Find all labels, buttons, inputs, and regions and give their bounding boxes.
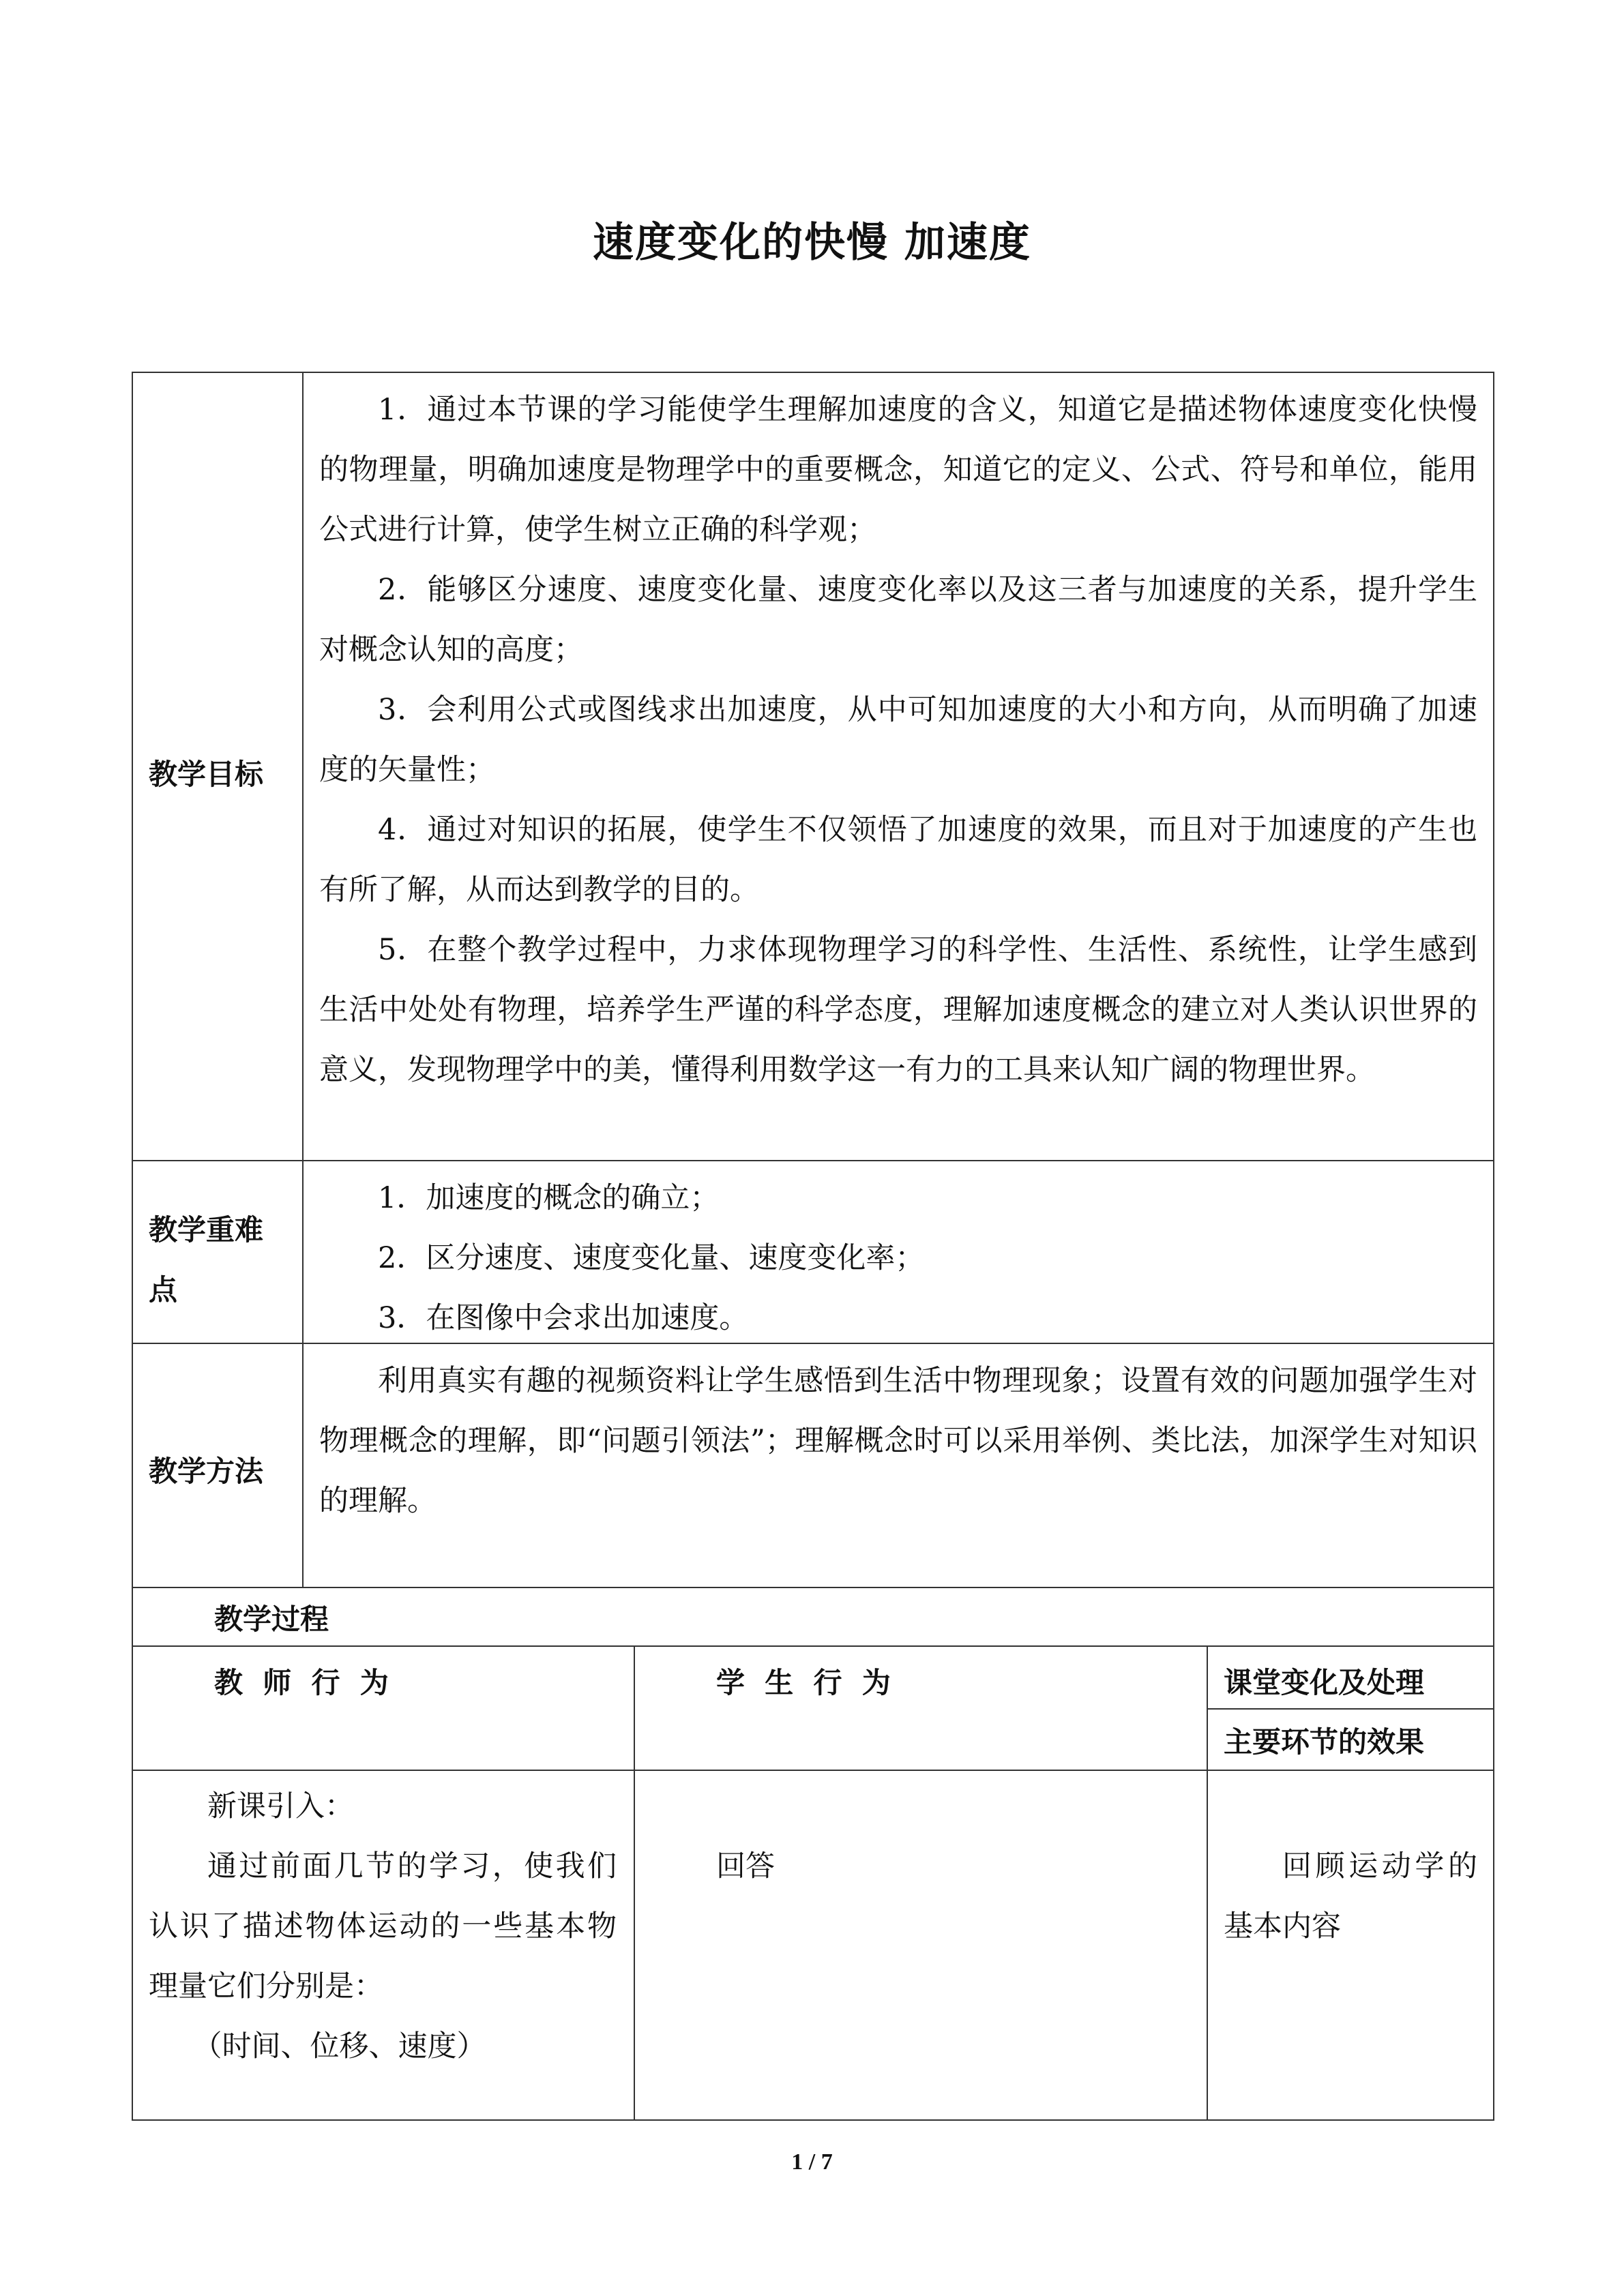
methods-content	[319, 1351, 1477, 1531]
objective-item: 5．在整个教学过程中，力求体现物理学习的科学性、生活性、系统性，让学生感到生活中处处有物理，培养学生严谨的科学态度，理解加速度概念的建立对人类认识世界的意义，发现物理学中的美，懂得利用数学这一有力的工具来认知广阔的物理世界。	[319, 933, 1477, 1087]
effect-cell	[1224, 1836, 1477, 1956]
key-points-content	[319, 1168, 1477, 1348]
effect-text: 回顾运动学的基本内容	[1224, 1849, 1477, 1943]
objectives-label: 教学目标	[149, 758, 264, 791]
key-point-item: 3．在图像中会求出加速度。	[378, 1301, 749, 1335]
objective-item: 2．能够区分速度、速度变化量、速度变化率以及这三者与加速度的关系，提升学生对概念认知的高度；	[319, 573, 1477, 667]
row-divider	[132, 1160, 1494, 1161]
column-divider	[1207, 1645, 1208, 2121]
page-title: 速度变化的快慢 加速度	[593, 219, 1031, 267]
effect-header-line1: 课堂变化及处理	[1224, 1666, 1425, 1699]
methods-text: 利用真实有趣的视频资料让学生感悟到生活中物理现象；设置有效的问题加强学生对物理概念的理解，即“问题引领法”；理解概念时可以采用举例、类比法，加深学生对知识的理解。	[319, 1364, 1477, 1518]
objective-item: 3．会利用公式或图线求出加速度，从中可知加速度的大小和方向，从而明确了加速度的矢量性；	[319, 693, 1477, 787]
effect-header-line2: 主要环节的效果	[1224, 1725, 1425, 1759]
student-header: 学 生 行 为	[716, 1666, 891, 1699]
process-label: 教学过程	[214, 1602, 329, 1636]
objective-item: 1．通过本节课的学习能使学生理解加速度的含义，知道它是描述物体速度变化快慢的物理量，明确加速度是物理学中的重要概念，知道它的定义、公式、符号和单位，能用公式进行计算，使学生树立正确的科学观；	[319, 393, 1477, 547]
teacher-body: 通过前面几节的学习，使我们认识了描述物体运动的一些基本物理量它们分别是：	[149, 1849, 617, 2003]
row-divider	[132, 1770, 1494, 1771]
teacher-header: 教 师 行 为	[214, 1666, 389, 1699]
key-points-label: 教学重难点	[149, 1213, 264, 1307]
methods-label: 教学方法	[149, 1455, 264, 1488]
teacher-heading: 新课引入：	[207, 1789, 354, 1823]
teacher-note: （时间、位移、速度）	[192, 2029, 486, 2063]
row-divider	[132, 1587, 1494, 1588]
row-divider	[132, 1645, 1494, 1647]
key-point-item: 2．区分速度、速度变化量、速度变化率；	[378, 1241, 925, 1275]
column-divider	[302, 372, 304, 1587]
student-response: 回答	[716, 1849, 775, 1883]
student-cell	[716, 1836, 1187, 1896]
column-divider	[634, 1645, 635, 2121]
objective-item: 4．通过对知识的拓展，使学生不仅领悟了加速度的效果，而且对于加速度的产生也有所了解，从而达到教学的目的。	[319, 813, 1477, 907]
page-indicator: 1 / 7	[791, 2149, 833, 2175]
objectives-content	[319, 380, 1477, 1100]
key-point-item: 1．加速度的概念的确立；	[378, 1181, 720, 1215]
teacher-cell	[149, 1776, 617, 2076]
